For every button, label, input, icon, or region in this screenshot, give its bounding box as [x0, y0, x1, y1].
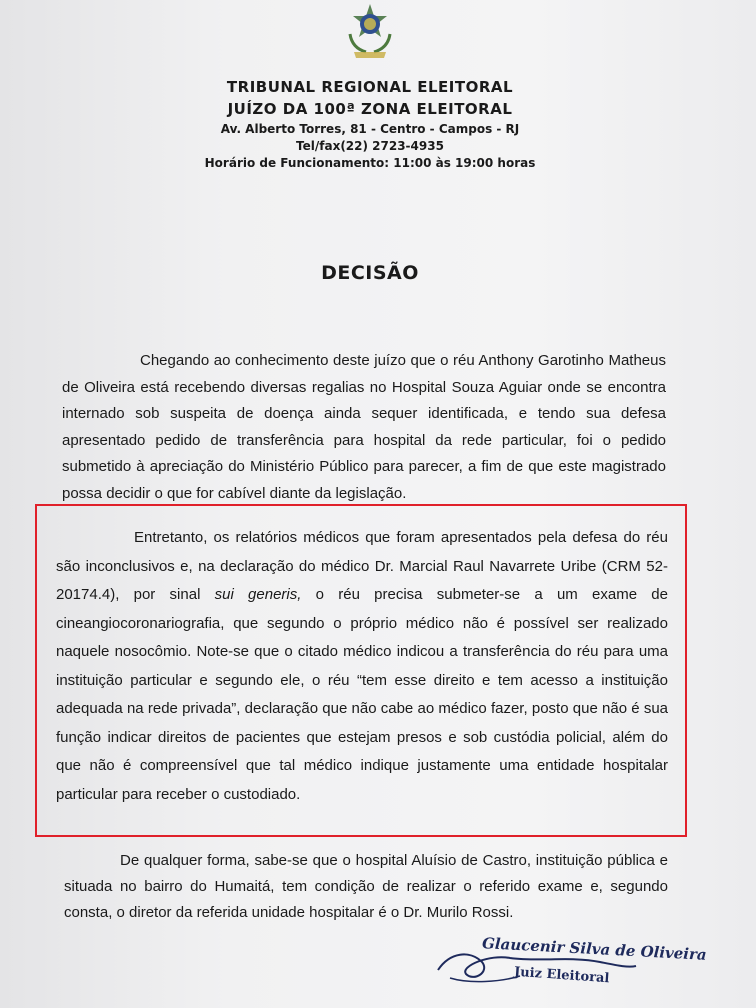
paragraph-1: Chegando ao conhecimento deste juízo que o réu Anthony Garotinho Matheus de Oliveira está recebendo diversas regalias no Hospital Souza Aguiar onde se encontra internado sob suspeita de doença ainda sequer identificada, e tendo sua defesa apresentado pedido de transferência para hospital da rede particular, foi o pedido submetido à apreciação do Ministério Público para parecer, a fim de que este magistrado possa decidir o que for cabível diante da legislação. — [62, 352, 666, 502]
court-address: Av. Alberto Torres, 81 - Centro - Campos - RJ — [220, 122, 520, 136]
signature-role: Juiz Eleitoral — [513, 964, 610, 987]
court-name: TRIBUNAL REGIONAL ELEITORAL — [226, 78, 514, 96]
national-coat-of-arms-icon — [340, 2, 400, 60]
signature-name: Glaucenir Silva de Oliveira — [481, 934, 708, 964]
paragraph-3: De qualquer forma, sabe-se que o hospital Aluísio de Castro, instituição pública e situada no bairro do Humaitá, tem condição de realizar o referido exame e, segundo consta, o diretor da referida unidade hospitalar é o Dr. Murilo Rossi. — [64, 852, 668, 921]
paragraph-2-part-b: o réu precisa submeter-se a um exame de cineangiocoronariografia, que segundo o próprio médico não é possível ser realizado naquele nosocômio. Note-se que o citado médico indicou a transferência do réu para uma instituição particular e segundo ele, o réu “tem esse direito e tem acesso a instituição adequada na rede privada”, declaração que não cabe ao médico fazer, posto que não é sua função indicar direitos de pacientes que estejam presos e sob custódia policial, além do que não é compreensível que tal médico indique justamente uma entidade hospitalar particular para receber o custodiado. — [56, 586, 668, 803]
paragraph-2-part-a: Entretanto, os relatórios médicos que foram apresentados pela defesa do réu são inconclusivos e, na declaração do médico Dr. Marcial Raul Navarrete Uribe (CRM 52-20174.4), por sinal — [56, 529, 668, 603]
highlight-box — [35, 504, 687, 837]
paragraph-2-italic: sui generis, — [214, 586, 302, 603]
court-division: JUÍZO DA 100ª ZONA ELEITORAL — [227, 100, 513, 118]
court-phone: Tel/fax(22) 2723-4935 — [296, 139, 444, 153]
court-hours: Horário de Funcionamento: 11:00 às 19:00 horas — [204, 156, 536, 170]
document-title: DECISÃO — [321, 262, 419, 284]
